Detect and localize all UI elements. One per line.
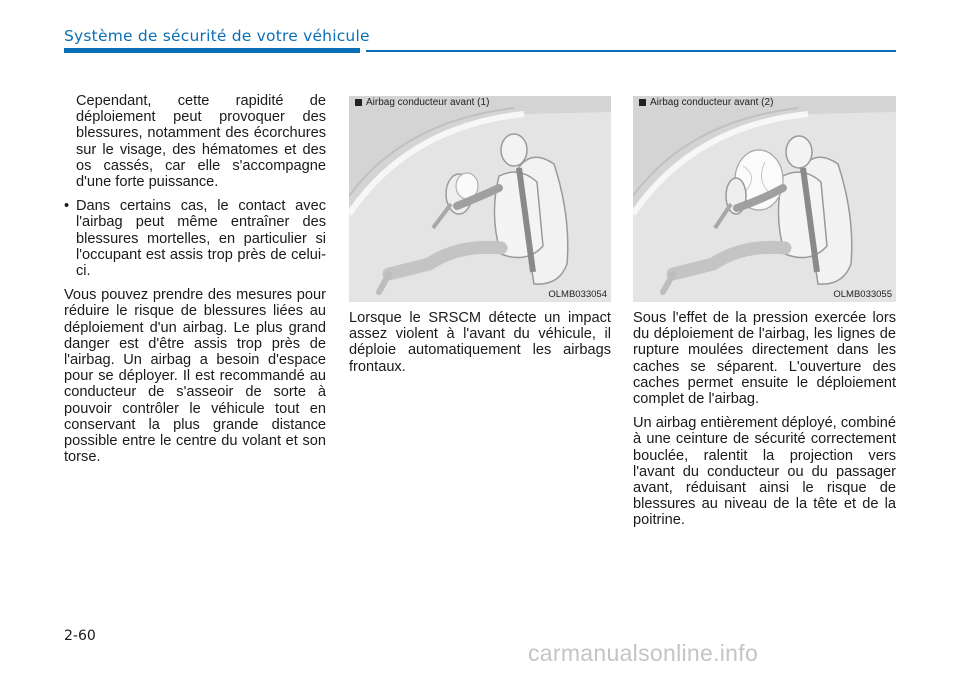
figure-airbag-1 [349, 96, 611, 302]
page-number: 2-60 [64, 628, 96, 644]
bullet-dot: • [64, 198, 70, 215]
caption-square-icon [355, 99, 362, 106]
bullet-text: Dans certains cas, le contact avec l'airbag peut même entraîner des blessures mortelles, en particulier si l'occupant est assis trop près de celui-ci. [76, 198, 326, 280]
paragraph-continuation: Cependant, cette rapidité de déploiement peut provoquer des blessures, notamment des écorchures sur le visage, des hématomes et des os cassés, car elle s'accompagne d'une forte puissance. [76, 93, 326, 191]
paragraph-distance: Vous pouvez prendre des mesures pour réduire le risque de blessures liées au déploiement d'un airbag. Le plus grand danger est d'être assis trop près de l'airbag. Un airbag a besoin d'espace pour se déployer. Il est recommandé au conducteur de s'asseoir de sorte à pouvoir contrôler le véhicule tout en conservant la plus grande distance possible entre le centre du volant et son torse. [64, 287, 326, 466]
text-column-3 [633, 310, 896, 537]
airbag-illustration-1 [349, 96, 611, 302]
text-column-1 [64, 93, 326, 473]
figure-airbag-2 [633, 96, 896, 302]
figure-code: OLMB033055 [833, 289, 892, 300]
watermark: carmanualsonline.info [528, 640, 759, 666]
paragraph-deployed: Un airbag entièrement déployé, combiné à une ceinture de sécurité correctement bouclée, ralentit la projection vers l'avant du conducteur ou du passager avant, réduisant ainsi le risque de blessures au niveau de la tête et de la poitrine. [633, 415, 896, 529]
airbag-illustration-2 [633, 96, 896, 302]
bullet-item [64, 198, 326, 279]
text-column-2 [349, 310, 611, 383]
paragraph-srscm: Lorsque le SRSCM détecte un impact assez violent à l'avant du véhicule, il déploie automatiquement les airbags frontaux. [349, 310, 611, 375]
header-rule-thin [366, 50, 896, 52]
figure-caption: Airbag conducteur avant (2) [639, 97, 773, 108]
caption-square-icon [639, 99, 646, 106]
section-title: Système de sécurité de votre véhicule [64, 27, 370, 45]
figure-code: OLMB033054 [548, 289, 607, 300]
header-rule-thick [64, 48, 360, 53]
paragraph-pressure: Sous l'effet de la pression exercée lors du déploiement de l'airbag, les lignes de rupture moulées directement dans les caches se séparent. L'ouverture des caches permet ensuite le déploiement complet de l'airbag. [633, 310, 896, 408]
figure-caption: Airbag conducteur avant (1) [355, 97, 489, 108]
